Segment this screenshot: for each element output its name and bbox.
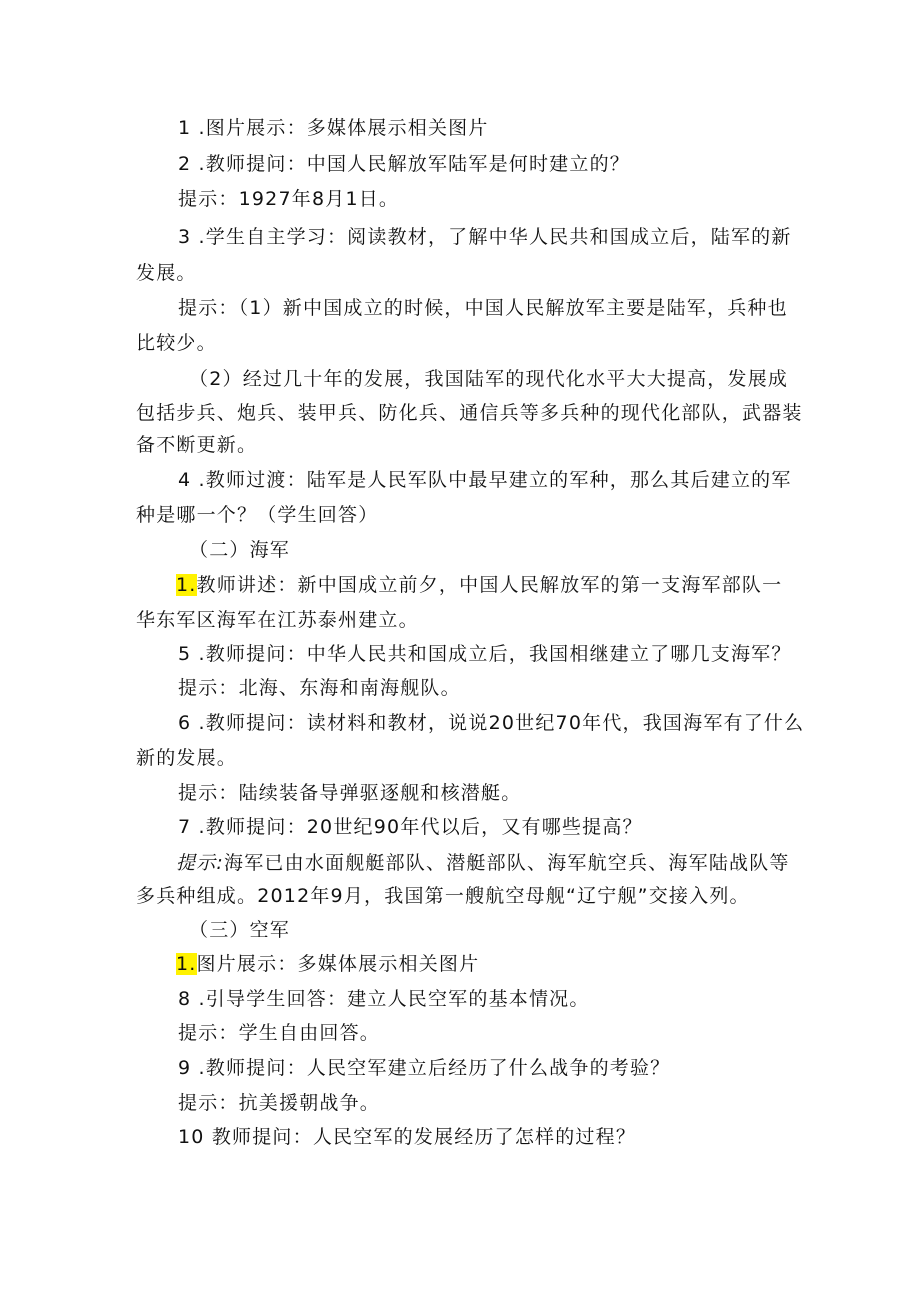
text-line: 1 .图片展示：多媒体展示相关图片 bbox=[178, 117, 489, 139]
text-line: 提示：（1）新中国成立的时候，中国人民解放军主要是陆军，兵种也 bbox=[178, 297, 788, 319]
text-line: 提示：北海、东海和南海舰队。 bbox=[178, 677, 461, 699]
text-line: 9 .教师提问：人民空军建立后经历了什么战争的考验？ bbox=[178, 1057, 671, 1079]
text-line: 8 .引导学生回答：建立人民空军的基本情况。 bbox=[178, 988, 590, 1010]
text-line: 发展。 bbox=[136, 262, 197, 284]
text-line: 5 .教师提问：中华人民共和国成立后，我国相继建立了哪几支海军？ bbox=[178, 643, 792, 665]
hint-italic-label: 提示: bbox=[176, 852, 225, 874]
highlight-marker: 1. bbox=[176, 574, 197, 596]
text-line: 10 教师提问：人民空军的发展经历了怎样的过程？ bbox=[178, 1126, 637, 1148]
text-line: 比较少。 bbox=[136, 332, 217, 354]
text-line: 3 .学生自主学习：阅读教材，了解中华人民共和国成立后，陆军的新 bbox=[178, 226, 792, 248]
text-line: 新的发展。 bbox=[136, 747, 238, 769]
text-line: 7 .教师提问：20世纪90年代以后，又有哪些提高？ bbox=[178, 816, 643, 838]
highlight-marker: 1. bbox=[176, 953, 197, 975]
text-line: 1.教师讲述：新中国成立前夕，中国人民解放军的第一支海军部队一 bbox=[176, 574, 783, 596]
text-line: 提示：1927年8月1日。 bbox=[178, 188, 400, 210]
text-line: 6 .教师提问：读材料和教材，说说20世纪70年代，我国海军有了什么 bbox=[178, 712, 805, 734]
text-line: 备不断更新。 bbox=[136, 434, 258, 456]
text-line: 种是哪一个？（学生回答） bbox=[136, 504, 379, 526]
text-line: 提示：抗美援朝战争。 bbox=[178, 1092, 381, 1114]
text-line: 提示：陆续装备导弹驱逐舰和核潜艇。 bbox=[178, 782, 522, 804]
text-line: 华东军区海军在江苏泰州建立。 bbox=[136, 609, 419, 631]
text-line: 1.图片展示：多媒体展示相关图片 bbox=[176, 953, 480, 975]
text-line: 2 .教师提问：中国人民解放军陆军是何时建立的？ bbox=[178, 153, 630, 175]
text-line: 多兵种组成。2012年9月，我国第一艘航空母舰“辽宁舰”交接入列。 bbox=[136, 885, 750, 907]
section-heading-navy: （二）海军 bbox=[189, 539, 291, 561]
text-line: 提示：学生自由回答。 bbox=[178, 1022, 381, 1044]
text-line: 包括步兵、炮兵、装甲兵、防化兵、通信兵等多兵种的现代化部队，武器装 bbox=[136, 402, 803, 424]
text-line: 4 .教师过渡：陆军是人民军队中最早建立的军种，那么其后建立的军 bbox=[178, 469, 792, 491]
text-line: （2）经过几十年的发展，我国陆军的现代化水平大大提高，发展成 bbox=[189, 368, 789, 390]
section-heading-air: （三）空军 bbox=[189, 919, 291, 941]
text-line: 提示:海军已由水面舰艇部队、潜艇部队、海军航空兵、海军陆战队等 bbox=[176, 852, 790, 874]
